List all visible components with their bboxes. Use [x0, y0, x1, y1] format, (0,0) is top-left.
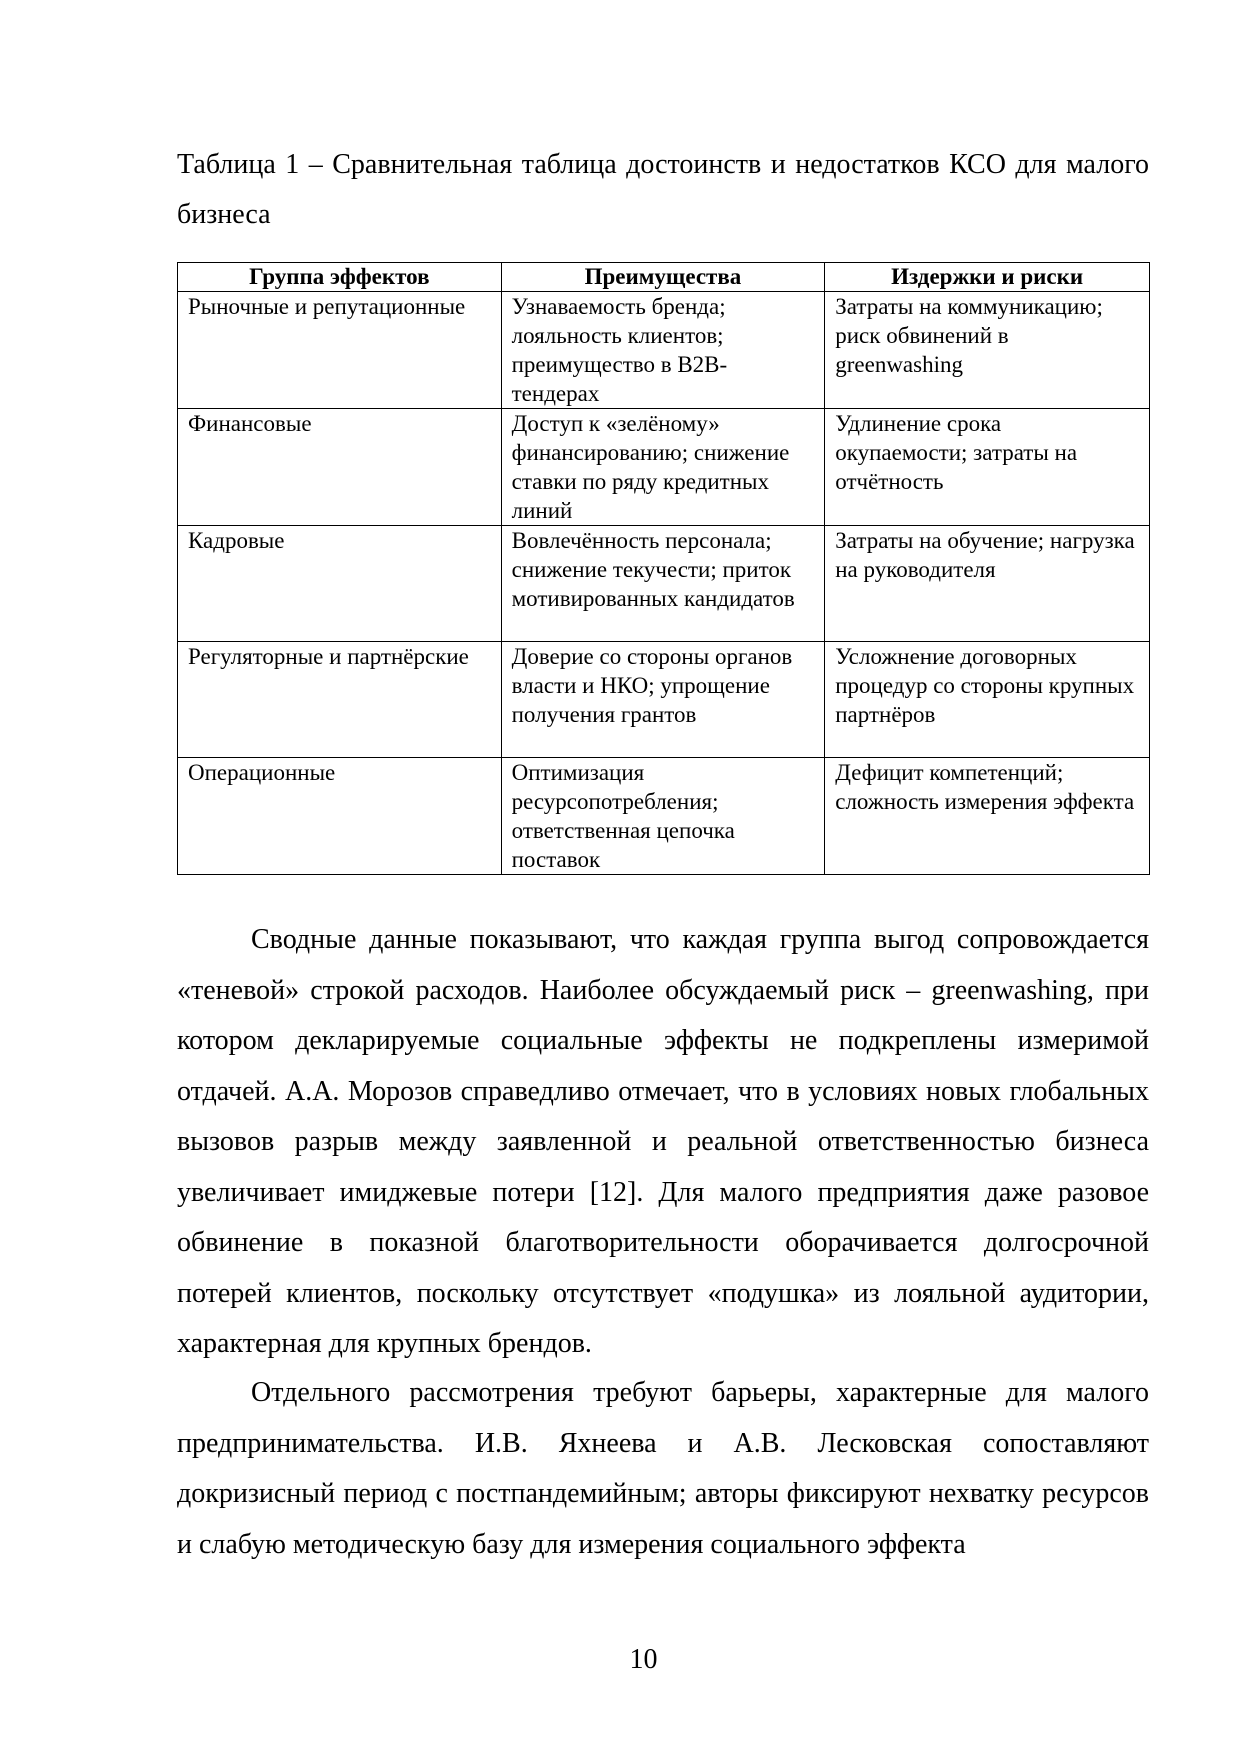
table-cell-risks: Дефицит компетенций; сложность измерения эффекта	[825, 758, 1150, 875]
table-cell-risks: Затраты на коммуникацию; риск обвинений в greenwashing	[825, 292, 1150, 409]
header-advantages: Преимущества	[501, 263, 825, 292]
table-header-row	[178, 263, 1150, 292]
table-row	[178, 292, 1150, 409]
table-cell-group: Рыночные и репутационные	[178, 292, 502, 409]
table-row	[178, 409, 1150, 526]
table-row	[178, 758, 1150, 875]
comparison-table	[177, 262, 1150, 875]
table-cell-group: Кадровые	[178, 526, 502, 642]
table-cell-group: Финансовые	[178, 409, 502, 526]
body-paragraph: Отдельного рассмотрения требуют барьеры, характерные для малого предпринимательства. И.В. Яхнеева и А.В. Лесковская сопоставляют докризисный период с постпандемийным; авторы фиксируют нехватку ресурсов и слабую методическую базу для измерения социального эффекта	[177, 1377, 1149, 1560]
table-cell-advantages: Узнаваемость бренда; лояльность клиентов; преимущество в B2B-тендерах	[501, 292, 825, 409]
table-caption: Таблица 1 – Сравнительная таблица достоинств и недостатков КСО для малого бизнеса	[177, 149, 1149, 230]
table-cell-advantages: Доступ к «зелёному» финансированию; снижение ставки по ряду кредитных линий	[501, 409, 825, 526]
table-row	[178, 642, 1150, 758]
table-cell-advantages: Вовлечённость персонала; снижение текучести; приток мотивированных кандидатов	[501, 526, 825, 642]
header-costs-risks: Издержки и риски	[825, 263, 1150, 292]
table-cell-advantages: Оптимизация ресурсопотребления; ответственная цепочка поставок	[501, 758, 825, 875]
header-effect-group: Группа эффектов	[178, 263, 502, 292]
table-cell-risks: Усложнение договорных процедур со стороны крупных партнёров	[825, 642, 1150, 758]
table-cell-risks: Удлинение срока окупаемости; затраты на отчётность	[825, 409, 1150, 526]
page-number: 10	[629, 1644, 658, 1675]
body-paragraph: Сводные данные показывают, что каждая группа выгод сопровождается «теневой» строкой расходов. Наиболее обсуждаемый риск – greenwashing, при котором декларируемые социальные эффекты не подкреплены измеримой отдачей. А.А. Морозов справедливо отмечает, что в условиях новых глобальных вызовов разрыв между заявленной и реальной ответственностью бизнеса увеличивает имиджевые потери [12]. Для малого предприятия даже разовое обвинение в показной благотворительности оборачивается долгосрочной потерей клиентов, поскольку отсутствует «подушка» из лояльной аудитории, характерная для крупных брендов.	[177, 924, 1149, 1359]
table-cell-risks: Затраты на обучение; нагрузка на руководителя	[825, 526, 1150, 642]
table-row	[178, 526, 1150, 642]
table-cell-advantages: Доверие со стороны органов власти и НКО; упрощение получения грантов	[501, 642, 825, 758]
table-cell-group: Регуляторные и партнёрские	[178, 642, 502, 758]
table-cell-group: Операционные	[178, 758, 502, 875]
